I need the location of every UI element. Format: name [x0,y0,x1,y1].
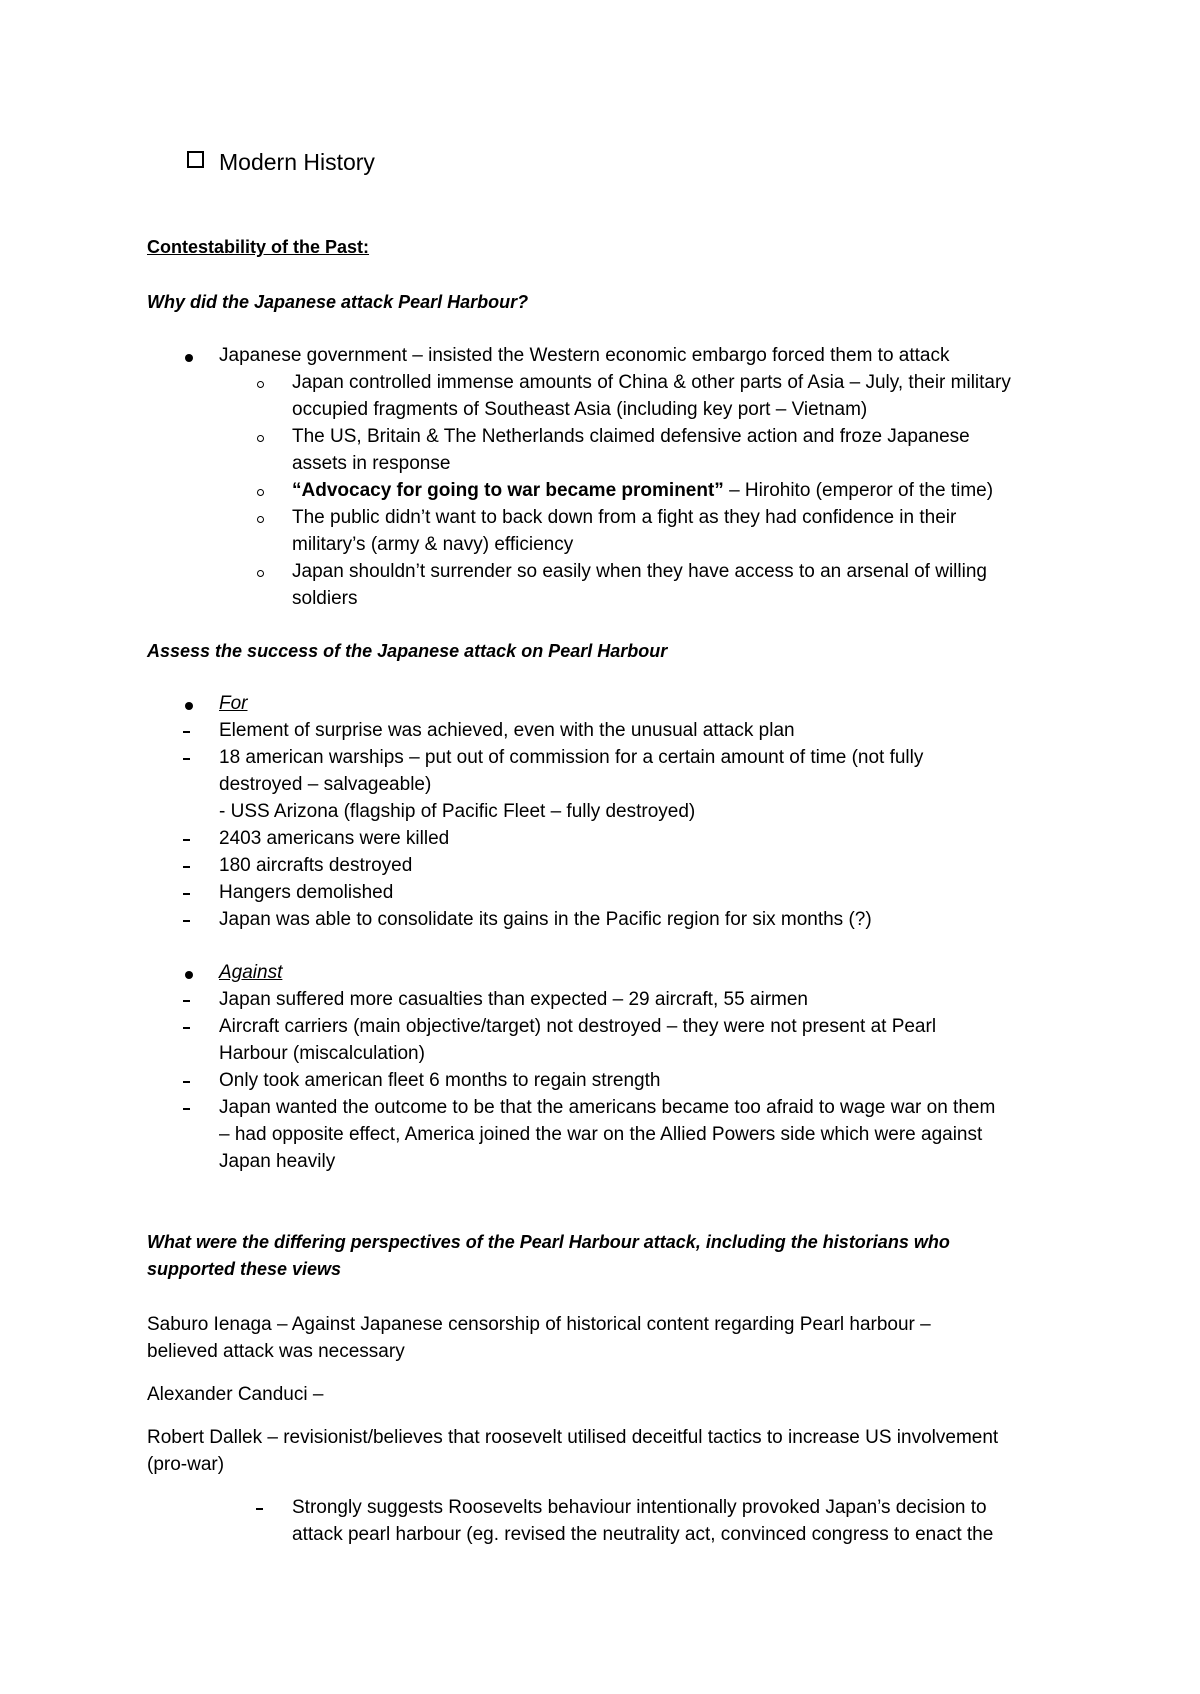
against-item: Only took american fleet 6 months to regain strength [219,1070,661,1091]
checkbox-icon[interactable] [187,151,204,168]
dallek-line-2: (pro-war) [147,1454,225,1475]
for-item: Element of surprise was achieved, even with the unusual attack plan [219,720,795,741]
sub-bullet-icon [257,570,264,577]
section-heading: Contestability of the Past: [147,237,370,257]
for-item: 2403 americans were killed [219,828,450,849]
dash-icon [183,1000,190,1002]
bullet-icon [185,354,193,362]
question-2: Assess the success of the Japanese attack on Pearl Harbour [147,641,668,661]
sub-bullet-icon [257,516,264,523]
question-3-line-2: supported these views [147,1259,342,1279]
against-item-continued: Harbour (miscalculation) [219,1043,425,1064]
dash-icon [183,839,190,841]
document-title: Modern History [219,149,375,175]
sub-bullet-icon [257,435,264,442]
dash-icon [183,893,190,895]
dash-icon [183,1108,190,1110]
dallek-sub-line-2: attack pearl harbour (eg. revised the neutrality act, convinced congress to enact the [292,1524,994,1545]
for-item: 18 american warships – put out of commission for a certain amount of time (not fully [219,747,924,768]
sub-bullet-icon [257,489,264,496]
ienaga-line-2: believed attack was necessary [147,1341,405,1362]
quote-bold: “Advocacy for going to war became prominent” [292,480,724,501]
for-label: For [219,693,248,714]
canduci-line: Alexander Canduci – [147,1384,324,1405]
for-item-sub: - USS Arizona (flagship of Pacific Fleet – fully destroyed) [219,801,696,822]
for-item-continued: destroyed – salvageable) [219,774,432,795]
question-1: Why did the Japanese attack Pearl Harbour? [147,292,529,312]
for-item: 180 aircrafts destroyed [219,855,413,876]
dash-icon [183,920,190,922]
dash-icon [183,866,190,868]
against-item-continued: – had opposite effect, America joined the war on the Allied Powers side which were against [219,1124,983,1145]
question-3-line-1: What were the differing perspectives of the Pearl Harbour attack, including the historians who [147,1232,950,1252]
dash-icon [183,1081,190,1083]
q1-sub-1-line-2: occupied fragments of Southeast Asia (including key port – Vietnam) [292,399,868,420]
q1-sub-3-line-2: military’s (army & navy) efficiency [292,534,574,555]
against-item: Japan wanted the outcome to be that the americans became too afraid to wage war on them [219,1097,996,1118]
against-item: Aircraft carriers (main objective/target) not destroyed – they were not present at Pearl [219,1016,937,1037]
dash-icon [256,1508,263,1510]
q1-sub-1-line-1: Japan controlled immense amounts of China & other parts of Asia – July, their military [292,372,1011,393]
bullet-icon [185,971,193,979]
quote-attribution: – Hirohito (emperor of the time) [723,480,994,501]
ienaga-line-1: Saburo Ienaga – Against Japanese censorship of historical content regarding Pearl harbour – [147,1314,931,1335]
dallek-line-1: Robert Dallek – revisionist/believes that roosevelt utilised deceitful tactics to increase US involvement [147,1427,999,1448]
against-item: Japan suffered more casualties than expected – 29 aircraft, 55 airmen [219,989,808,1010]
q1-bullet: Japanese government – insisted the Western economic embargo forced them to attack [219,345,950,366]
q1-quote [292,478,993,504]
q1-sub-2-line-1: The US, Britain & The Netherlands claimed defensive action and froze Japanese [292,426,970,447]
dallek-sub-line-1: Strongly suggests Roosevelts behaviour intentionally provoked Japan’s decision to [292,1497,987,1518]
for-item: Japan was able to consolidate its gains in the Pacific region for six months (?) [219,909,872,930]
q1-sub-4-line-2: soldiers [292,588,358,609]
against-item-continued: Japan heavily [219,1151,336,1172]
dash-icon [183,731,190,733]
q1-sub-2-line-2: assets in response [292,453,451,474]
against-label: Against [219,962,283,983]
q1-sub-4-line-1: Japan shouldn’t surrender so easily when they have access to an arsenal of willing [292,561,987,582]
dash-icon [183,758,190,760]
q1-sub-3-line-1: The public didn’t want to back down from a fight as they had confidence in their [292,507,957,528]
for-item: Hangers demolished [219,882,394,903]
sub-bullet-icon [257,381,264,388]
dash-icon [183,1027,190,1029]
bullet-icon [185,702,193,710]
